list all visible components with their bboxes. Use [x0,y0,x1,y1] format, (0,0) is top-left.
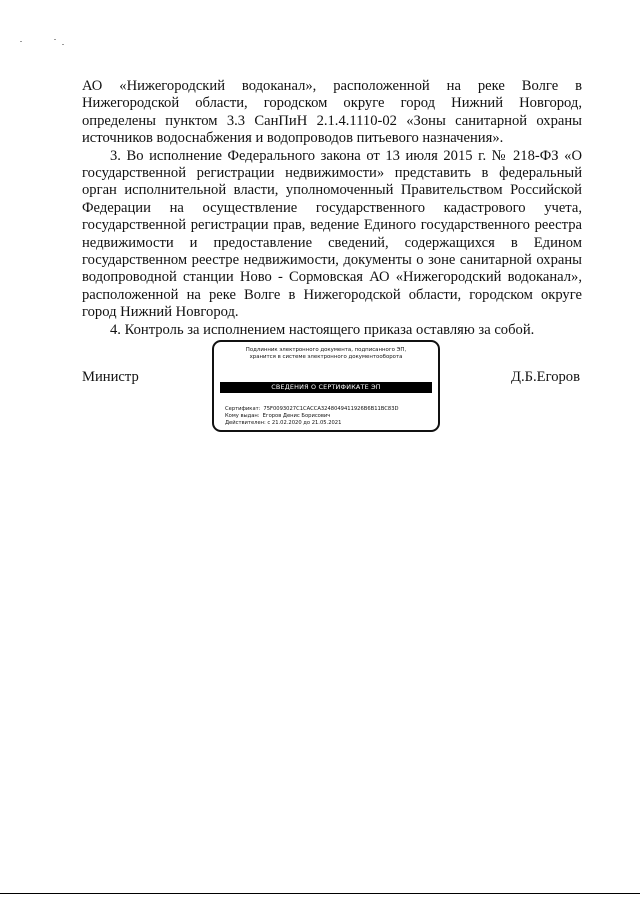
stamp-notice-line: хранится в системе электронного документооборота [249,354,403,360]
signer-title: Министр [82,369,139,385]
paragraph-item-3: 3. Во исполнение Федерального закона от 13 июля 2015 г. № 218-ФЗ «О государственной регистрации недвижимости» представить в федеральный орган исполнительной власти, уполномоченный Правительством Российской Федерации на осуществление государственного кадастрового учета, государственной регистрации прав, ведение Единого государственного реестра недвижимости и предоставление сведений, содержащихся в Едином государственном реестре недвижимости, документы о зоне санитарной охраны водопроводной станции Ново - Сормовская АО «Нижегородский водоканал», расположенной на реке Волге в Нижегородской области, городском округе город Нижний Новгород. [82,147,582,321]
scan-mark [20,41,22,42]
paragraph-item-4: 4. Контроль за исполнением настоящего приказа оставляю за собой. [110,321,535,338]
issued-to-value: Егоров Денис Борисович [262,413,331,419]
certificate-value: 75F0093027C1CACCA3248049411926B6B11BC83D [263,406,399,412]
stamp-notice-line: Подлинник электронного документа, подписанного ЭП, [245,347,407,353]
scan-mark [62,44,64,45]
validity-text: Действителен: с 21.02.2020 до 21.05.2021 [225,420,342,426]
scan-mark [54,39,56,40]
certificate-label: Сертификат: [225,406,261,412]
validity-line [225,420,398,427]
scan-bottom-edge [0,893,640,894]
document-body [82,78,582,339]
certificate-line [225,406,398,413]
issued-to-label: Кому выдан: [225,413,260,419]
paragraph-continuation: АО «Нижегородский водоканал», расположенной на реке Волге в Нижегородской области, городском округе город Нижний Новгород, определены пунктом 3.3 СанПиН 2.1.4.1110-02 «Зоны санитарной охраны источников водоснабжения и водопроводов питьевого назначения». [82,78,582,147]
electronic-signature-stamp [212,340,440,432]
signer-name: Д.Б.Егоров [511,369,580,385]
stamp-notice [224,347,428,361]
issued-to-line [225,413,398,420]
stamp-header: СВЕДЕНИЯ О СЕРТИФИКАТЕ ЭП [220,382,432,393]
stamp-details [225,406,398,427]
